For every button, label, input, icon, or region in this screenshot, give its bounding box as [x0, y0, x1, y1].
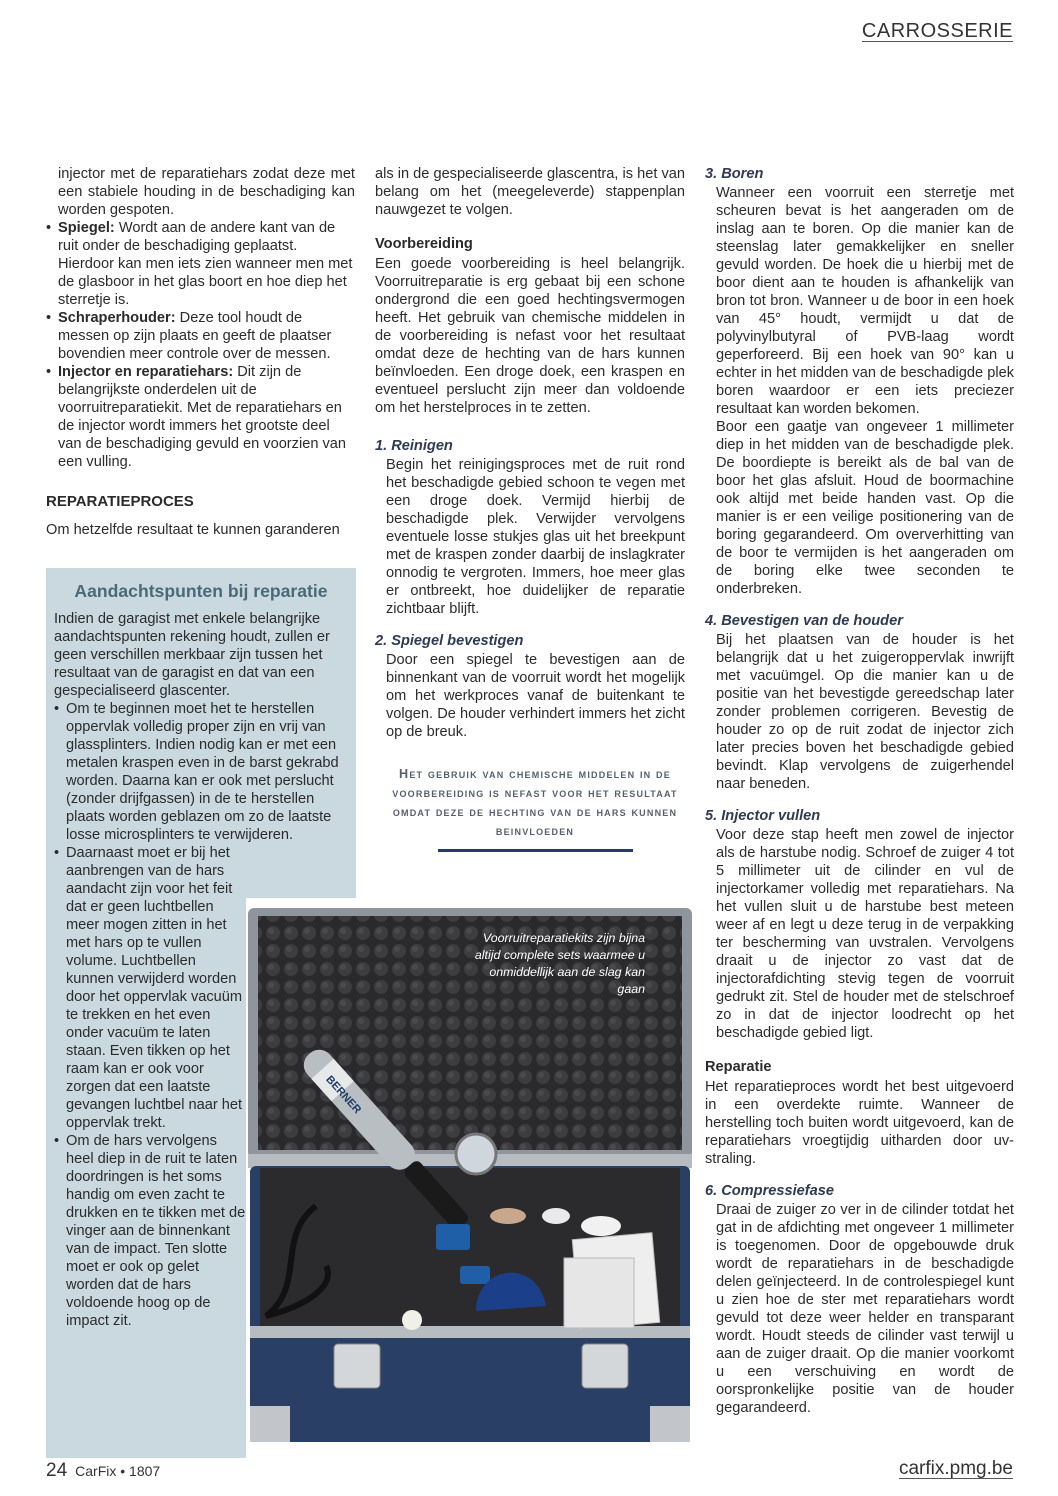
tape-roll	[490, 1208, 526, 1224]
bullet-term: Spiegel:	[58, 220, 115, 236]
mirror	[456, 1134, 496, 1174]
step-text-5: Voor deze stap heeft men zowel de injector als de harstube nodig. Schroef de zuiger 4 tot 5 millimeter uit de cilinder en vul de injectorkamer volledig met reparatiehars. Na het vullen sluit u de harstube best meteen weer af en legt u deze terug in de verpakking ter bescherming van uvstralen. Vervolgens draait u de injector zo vast dat de injectorafdichting stevig tegen de voorruit gedrukt zit. Stel de houder met de stelschroef zo in dat de injector loodrecht op het beschadigde gebied ligt.	[716, 827, 1014, 1041]
case-latch	[582, 1344, 628, 1388]
paragraph: als in de gespecialiseerde glascentra, is het van belang om het (meegeleverde) stappenplan nauwgezet te volgen.	[375, 166, 685, 218]
paragraph: Om hetzelfde resultaat te kunnen garanderen	[46, 522, 340, 538]
bullet-text: Wordt aan de andere kant van de ruit onder de beschadiging geplaatst. Hierdoor kan men iets zien wanneer men met de glasboor in het glas boort en hoe diep het sterretje is.	[58, 220, 353, 308]
pull-quote	[385, 765, 685, 852]
paragraph: Het reparatieproces wordt het best uitgevoerd in een overdekte ruimte. Wanneer de herstelling toch buiten wordt uitgevoerd, kan de reparatiehars vroegtijdig uitharden door uv-straling.	[705, 1079, 1014, 1167]
column-1	[46, 165, 355, 539]
step-text-1: Begin het reinigingsproces met de ruit rond het beschadigde gebied schoon te vegen met een droge doek. Vermijd hierbij de beschadigde plek. Verwijder vervolgens eventuele losse stukjes glas uit het breekpunt met de kraspen zonder daarbij de inslagkrater onnodig te vergroten. Immers, hoe meer glas er ontbreekt, hoe duidelijker de reparatie zichtbaar blijft.	[386, 457, 685, 617]
info-box-title: Aandachtspunten bij reparatie	[74, 581, 328, 601]
info-box-bullet-3: • Om de hars vervolgens heel diep in de ruit te laten doordringen is het soms handig om even zacht te drukken en te tikken met de vinger aan de binnenkant van de impact. Ten slotte moet er ook op gelet worden dat de hars voldoende hoog op de impact zit.	[54, 1132, 246, 1330]
pull-quote-rule	[438, 849, 633, 852]
step-heading-3: 3. Boren	[705, 166, 764, 182]
jar	[542, 1208, 570, 1224]
info-box-bullet-1: • Om te beginnen moet het te herstellen oppervlak volledig proper zijn en vrij van glassplinters. Indien nodig kan er met een metalen kraspen even in de barst gekrabd worden. Daarna kan er ook met perslucht (zonder drijfgassen) in de te herstellen plaats worden geblazen om zo de laatste losse microsplinters te verwijderen.	[54, 700, 348, 844]
step-text-6: Draai de zuiger zo ver in de cilinder totdat het gat in de afdichting met ongeveer 1 millimeter is toegenomen. Door de opgebouwde druk wordt de reparatiehars in de beschadigde delen geïnjecteerd. In de controlespiegel kunt u zien hoe de ster met reparatiehars wordt gevuld tot deze weer helder en transparant wordt. Houdt steeds de cilinder vast terwijl u aan de zuiger draait. Op die manier voorkomt u een verschuiving en wordt de oorspronkelijke positie van de houder gegarandeerd.	[716, 1202, 1014, 1416]
page-number: 24	[46, 1460, 68, 1481]
blade-holder	[436, 1224, 470, 1250]
bullet-text: Dit zijn de belangrijkste onderdelen uit de voorruitreparatiekit. Met de reparatiehars en de injector wordt immers het grootste deel van de beschadiging gevuld en voorzien van een vulling.	[58, 364, 347, 470]
bullet-term: Schraperhouder:	[58, 310, 176, 326]
blue-part	[460, 1266, 490, 1284]
section-tag: CARROSSERIE	[861, 20, 1013, 42]
photo-caption: Voorruitreparatiekits zijn bijna altijd complete sets waarmee u onmiddellijk aan de slag kan gaan	[474, 931, 645, 996]
magazine-issue: CarFix • 1807	[75, 1463, 161, 1479]
step-text-4: Bij het plaatsen van de houder is het belangrijk dat u het zuigeroppervlak inwrijft met vacuümgel. Op die manier kan u de positie van het bevestigde gereedschap later zonder problemen corrigeren. Bevestig de houder zo op de ruit zodat de injector zich later precies boven het beschadigde gebied bevindt. Klap vervolgens de zuigerhendel naar beneden.	[716, 632, 1014, 792]
step-heading-5: 5. Injector vullen	[705, 808, 821, 824]
case-corner	[250, 1406, 290, 1442]
step-heading-6: 6. Compressiefase	[705, 1183, 834, 1199]
column-3	[705, 165, 1014, 1417]
bullet-continuation: injector met de reparatiehars zodat deze met een stabiele houding in de beschadiging kan worden gespoten.	[58, 166, 355, 218]
pull-quote-text: Het gebruik van chemische middelen in de voorbereiding is nefast voor het resultaat omdat deze de hechting van de hars kunnen beinvloeden	[392, 767, 678, 838]
section-heading-reparatieproces: REPARATIEPROCES	[46, 493, 194, 510]
bullet-text: Deze tool houdt de messen op zijn plaats en geeft de plaatser bovendien meer controle over de messen.	[58, 310, 332, 362]
step-text-2: Door een spiegel te bevestigen aan de binnenkant van de voorruit wordt het mogelijk om het werkproces vanaf de buitenkant te volgen. De houder verhindert immers het zicht op de breuk.	[386, 652, 685, 740]
website-link[interactable]: carfix.pmg.be	[898, 1458, 1013, 1479]
step-text-3b: Boor een gaatje van ongeveer 1 millimeter diep in het midden van de beschadigde plek. De boordiepte is bereikt als de bal van de boor het glas afsluit. Houd de boormachine ook altijd met beide handen vast. Op die manier is er een veilige positionering van de boring gegarandeerd. Om oververhitting van de boor te vermijden is het aangeraden om de boring elke twee seconden te onderbreken.	[716, 419, 1014, 597]
step-heading-4: 4. Bevestigen van de houder	[705, 613, 903, 629]
paragraph: Een goede voorbereiding is heel belangrijk. Voorruitreparatie is erg gebaat bij een schone ondergrond die een goed hechtingsvermogen heeft. Het gebruik van chemische middelen in de voorbereiding is nefast voor het resultaat omdat deze de hechting van de hars kunnen beïnvloeden. Een droge doek, een kraspen en eventueel perslucht zijn meer dan voldoende om het herstelproces in te zetten.	[375, 256, 685, 416]
bullet-spiegel	[46, 219, 355, 309]
step-text-3: Wanneer een voorruit een sterretje met scheuren bevat is het aangeraden om de inslag aan te boren. Op die manier kan de steenslag later gemakkelijker en sneller gevuld worden. De hoek die u hierbij met de boor dient aan te houden is afhankelijk van bron tot bron. Wanneer u de boor in een hoek van 45° houdt, vermijdt u dat de polyvinylbutyral of PVB-laag wordt geperforeerd. Bij een hoek van 90° kan u echter in het midden van de beschadigde plek boren waardoor er een iets preciezer resultaat kan worden bekomen.	[716, 185, 1014, 417]
heading-reparatie: Reparatie	[705, 1059, 772, 1075]
white-knob	[402, 1310, 422, 1330]
bullet-term: Injector en reparatiehars:	[58, 364, 234, 380]
jar	[581, 1216, 621, 1236]
brand-label: BERNER	[323, 1073, 364, 1117]
resin-packet	[564, 1258, 634, 1328]
info-box-intro: Indien de garagist met enkele belangrijke aandachtspunten rekening houdt, zullen er geen verschillen merkbaar zijn tussen het resultaat van de garagist en dat van een gespecialiseerd glascenter.	[54, 611, 330, 699]
column-2	[375, 165, 685, 862]
case-latch	[334, 1344, 380, 1388]
case-corner	[650, 1406, 690, 1442]
step-heading-2: 2. Spiegel bevestigen	[375, 633, 524, 649]
bullet-injector	[46, 363, 355, 471]
heading-voorbereiding: Voorbereiding	[375, 236, 473, 252]
bullet-schraperhouder	[46, 309, 355, 363]
step-heading-1: 1. Reinigen	[375, 438, 453, 454]
info-box-bullet-2: • Daarnaast moet er bij het aanbrengen van de hars aandacht zijn voor het feit dat er geen luchtbellen meer mogen zitten in het met hars op te vullen volume. Luchtbellen kunnen verwijderd worden door het oppervlak vacuüm te trekken en het even onder vacuüm te laten staan. Even tikken op het raam kan er ook voor zorgen dat een laatste gevangen luchtbel naar het oppervlak trekt.	[54, 844, 246, 1132]
footer-left	[46, 1462, 160, 1480]
